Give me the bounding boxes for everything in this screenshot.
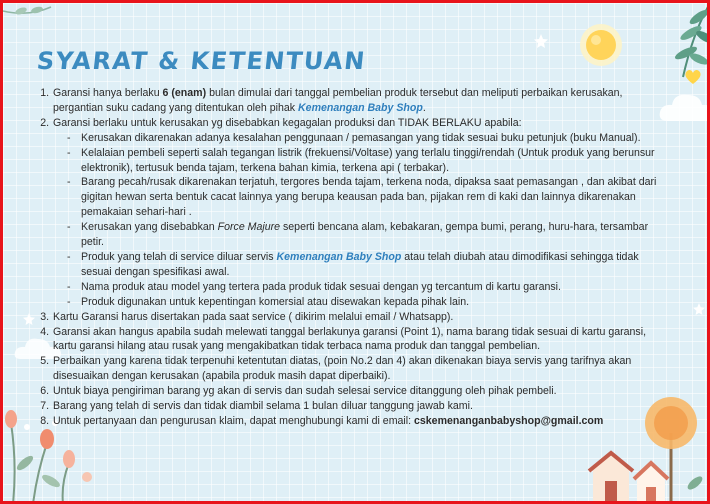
term-text: Produk digunakan untuk kepentingan komersial atau disewakan kepada pihak lain. (81, 295, 470, 308)
brand-name: Kemenangan Baby Shop (298, 101, 423, 114)
terms-list (39, 86, 669, 429)
exclusion-item (67, 280, 669, 295)
term-text: Untuk biaya pengiriman barang yg akan di servis dan sudah selesai service ditanggung oleh pihak pembeli. (53, 385, 557, 398)
brand-name: Kemenangan Baby Shop (276, 250, 402, 263)
term-text: Garansi akan hangus apabila sudah melewati tanggal berlakunya garansi (Point 1), nama barang tidak sesuai di kartu garansi, kartu garansi hilang atau rusak yang mengakibatkan tidak terbaca nama produk dan tanggal pembelian. (53, 325, 647, 353)
term-text: Force Majure (217, 221, 281, 234)
exclusion-item (67, 250, 669, 280)
term-text: Barang yang telah di servis dan tidak diambil selama 1 bulan diluar tanggung jawab kami. (53, 400, 473, 413)
emphasis-text: 6 (enam) (162, 87, 207, 99)
terms-list-container (39, 86, 669, 429)
term-item (52, 86, 669, 116)
term-text: seperti bencana alam, kebakaran, gempa bumi, perang, huru-hara, tersambar petir. (81, 221, 649, 249)
term-item (52, 354, 669, 384)
term-item (52, 116, 669, 310)
emphasis-text: cskemenanganbabyshop@gmail.com (414, 414, 604, 427)
term-text: Barang pecah/rusak dikarenakan terjatuh, tergores benda tajam, terkena noda, dipaksa saat pemasangan , dan akibat dari gigitan hewan serta bentuk cacat lainnya yang berupa keausan pada ban, pijakan rem di kaki dan lainnya dikarenakan pemakaian sehari-hari . (81, 176, 657, 219)
exclusion-item (67, 146, 669, 176)
term-text: Kerusakan dikarenakan adanya kesalahan penggunaan / pemasangan yang tidak sesuai buku petunjuk (buku Manual). (81, 131, 641, 144)
star-icon (693, 303, 705, 315)
star-icon (23, 313, 35, 325)
term-text: Untuk pertanyaan dan pengurusan klaim, dapat menghubungi kami di email: (53, 414, 414, 427)
exclusion-item (67, 295, 669, 310)
term-text: Garansi berlaku untuk kerusakan yg disebabkan kegagalan produksi dan TIDAK BERLAKU apabila: (53, 116, 522, 129)
exclusion-item (67, 175, 669, 220)
term-item (52, 325, 669, 355)
term-text: Nama produk atau model yang tertera pada produk tidak sesuai dengan yg tercantum di kartu garansi. (81, 280, 561, 293)
term-item (52, 310, 669, 325)
sun-icon (575, 19, 627, 71)
term-text: Kartu Garansi harus disertakan pada saat service ( dikirim melalui email / Whatsapp). (53, 310, 454, 323)
heart-icon (684, 69, 702, 85)
term-item (52, 399, 669, 414)
star-icon (534, 34, 548, 48)
term-text: Kerusakan yang disebabkan (81, 221, 218, 234)
exclusion-list (53, 131, 669, 310)
term-text: bulan dimulai dari tanggal pembelian produk tersebut dan meliputi perbaikan kerusakan, pergantian suku cadang yang ditentukan oleh pihak (53, 87, 623, 114)
term-text: Garansi hanya berlaku (53, 87, 163, 99)
term-text: Perbaikan yang karena tidak terpenuhi ketentutan diatas, (poin No.2 dan 4) akan dikenakan biaya servis yang tarifnya akan disesuaikan dengan kerusakan (apabila produk masih dapat diperbaiki). (53, 355, 632, 383)
exclusion-item (67, 220, 669, 250)
term-item (52, 384, 669, 399)
leaf-branch-icon (3, 3, 63, 43)
term-text: . (422, 101, 426, 114)
exclusion-item (67, 131, 669, 146)
term-text: Kelalaian pembeli seperti salah tegangan listrik (frekuensi/Voltase) yang terlalu tinggi/rendah (Untuk produk yang berunsur elektronik), tertusuk benda tajam, terkena bahan kimia, terkena api ( terbakar). (81, 146, 655, 174)
term-item (52, 414, 669, 429)
term-text: Produk yang telah di service diluar servis (81, 250, 277, 263)
page-title: SYARAT & KETENTUAN (35, 47, 368, 75)
term-text: atau telah diubah atau dimodifikasi sehingga tidak sesuai dengan spesifikasi awal. (81, 250, 639, 278)
